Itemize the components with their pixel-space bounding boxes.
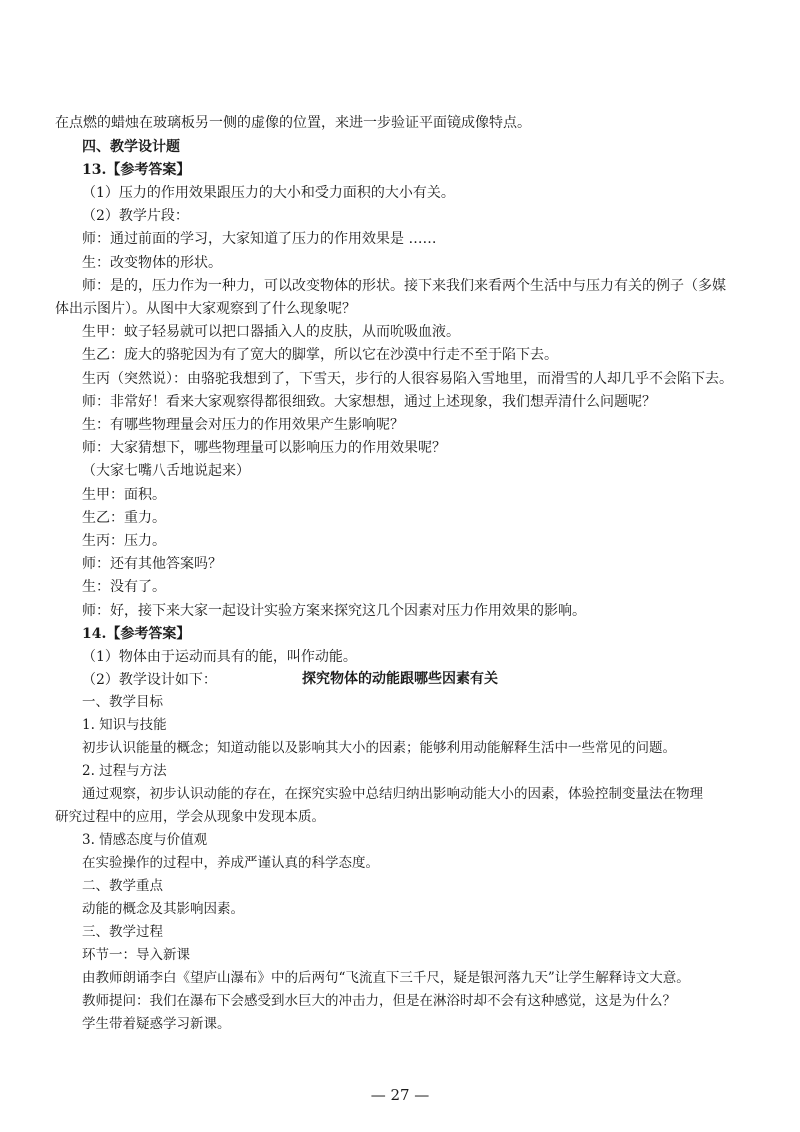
text-line: 生：改变物体的形状。 [82, 255, 222, 271]
section-heading: 二、教学重点 [82, 878, 163, 894]
text-line: （1）压力的作用效果跟压力的大小和受力面积的大小有关。 [82, 185, 455, 201]
text-line: 由教师朗诵李白《望庐山瀑布》中的后两句“飞流直下三千尺，疑是银河落九天”让学生解释诗文大意。 [82, 970, 690, 986]
subsection-heading: 2. 过程与方法 [82, 763, 167, 779]
page-number: — 27 — [370, 1086, 430, 1104]
text-line: 教师提问：我们在瀑布下会感受到水巨大的冲击力，但是在淋浴时却不会有这种感觉，这是为什么？ [82, 993, 676, 1009]
section-heading: 一、教学目标 [82, 694, 163, 710]
text-line: 师：非常好！看来大家观察得都很细致。大家想想，通过上述现象，我们想弄清什么问题呢？ [82, 394, 656, 410]
text-line: 师：是的，压力作为一种力，可以改变物体的形状。接下来我们来看两个生活中与压力有关的例子（多媒 [82, 278, 726, 294]
subsection-heading: 3. 情感态度与价值观 [82, 832, 208, 848]
answer-heading: 14.【参考答案】 [82, 626, 191, 642]
document-title: 探究物体的动能跟哪些因素有关 [302, 671, 498, 687]
text-line: 在点燃的蜡烛在玻璃板另一侧的虚像的位置，来进一步验证平面镜成像特点。 [55, 115, 531, 131]
text-line: 学生带着疑惑学习新课。 [82, 1016, 231, 1032]
text-line: 生乙：庞大的骆驼因为有了宽大的脚掌，所以它在沙漠中行走不至于陷下去。 [82, 347, 558, 363]
text-line: 师：还有其他答案吗？ [82, 556, 222, 572]
text-line: 体出示图片）。从图中大家观察到了什么现象呢？ [55, 301, 356, 317]
text-line: 初步认识能量的概念；知道动能以及影响其大小的因素；能够利用动能解释生活中一些常见的问题。 [82, 740, 676, 756]
section-heading: 四、教学设计题 [82, 139, 180, 155]
text-line: 生甲：蚊子轻易就可以把口器插入人的皮肤，从而吮吸血液。 [82, 324, 460, 340]
text-line: 师：好，接下来大家一起设计实验方案来探究这几个因素对压力作用效果的影响。 [82, 603, 586, 619]
text-line: （大家七嘴八舌地说起来） [82, 463, 250, 479]
text-line: 动能的概念及其影响因素。 [82, 901, 244, 917]
answer-heading: 13.【参考答案】 [82, 162, 191, 178]
text-line: 生丙：压力。 [82, 533, 166, 549]
text-line: （2）教学片段： [82, 208, 189, 224]
text-line: 师：通过前面的学习，大家知道了压力的作用效果是 …… [82, 231, 437, 247]
text-line: 生乙：重力。 [82, 510, 166, 526]
text-line: 生：有哪些物理量会对压力的作用效果产生影响呢？ [82, 417, 404, 433]
section-heading: 三、教学过程 [82, 924, 163, 940]
text-line: （1）物体由于运动而具有的能，叫作动能。 [82, 649, 357, 665]
text-line: 生：没有了。 [82, 579, 166, 595]
text-line: 师：大家猜想下，哪些物理量可以影响压力的作用效果呢？ [82, 440, 446, 456]
text-line: （2）教学设计如下： [82, 672, 217, 688]
subsection-heading: 1. 知识与技能 [82, 717, 167, 733]
text-line: 在实验操作的过程中，养成严谨认真的科学态度。 [82, 855, 379, 871]
text-line: 生甲：面积。 [82, 487, 166, 503]
text-line: 生丙（突然说）：由骆驼我想到了，下雪天，步行的人很容易陷入雪地里，而滑雪的人却几乎不会陷下去。 [82, 371, 733, 387]
subsection-heading: 环节一：导入新课 [82, 947, 190, 963]
text-line: 研究过程中的应用，学会从现象中发现本质。 [55, 809, 325, 825]
text-line: 通过观察，初步认识动能的存在，在探究实验中总结归纳出影响动能大小的因素，体验控制变量法在物理 [82, 786, 703, 802]
